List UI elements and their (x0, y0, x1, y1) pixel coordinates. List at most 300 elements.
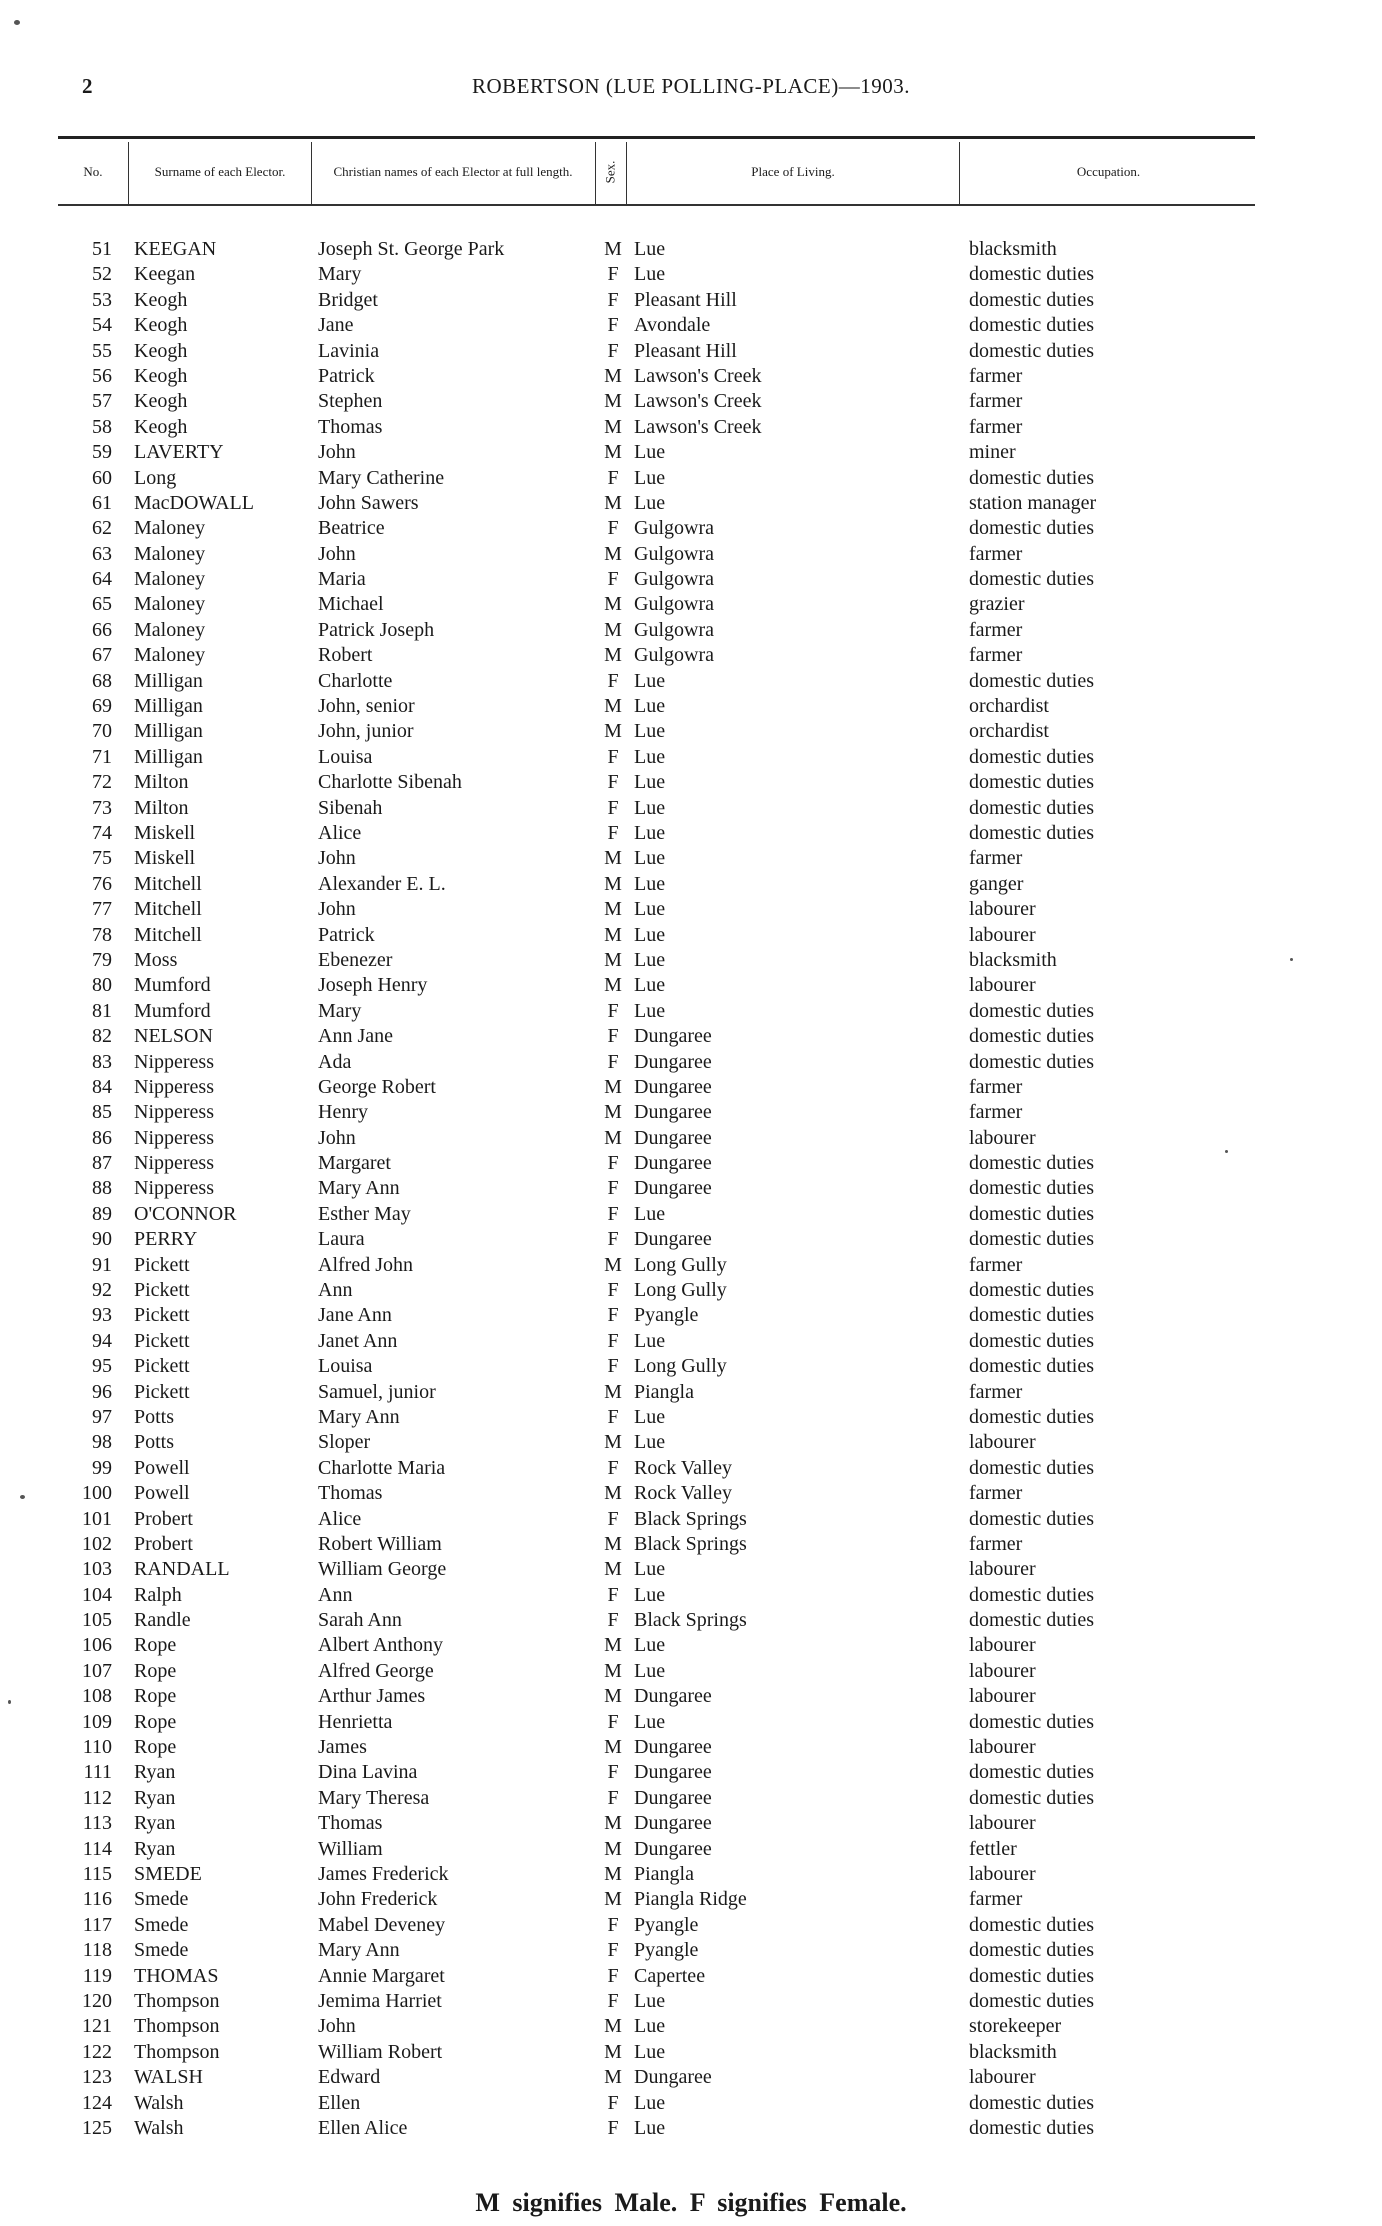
elector-surname: Long (134, 466, 177, 489)
elector-place-of-living: Lue (634, 948, 666, 971)
elector-place-of-living: Lue (634, 1431, 666, 1454)
elector-sex: F (607, 263, 619, 286)
elector-occupation: farmer (969, 1101, 1023, 1124)
print-speck (8, 1700, 11, 1704)
elector-christian-names: Thomas (318, 415, 383, 438)
elector-surname: Maloney (134, 568, 206, 591)
elector-sex: M (604, 1659, 622, 1682)
elector-christian-names: Mary Catherine (318, 466, 445, 489)
elector-sex: F (607, 1583, 619, 1606)
elector-sex: M (604, 872, 622, 895)
elector-sex: M (604, 948, 622, 971)
elector-surname: THOMAS (134, 1964, 219, 1987)
table-row (0, 339, 1382, 364)
elector-occupation: farmer (969, 415, 1023, 438)
table-row (0, 643, 1382, 668)
elector-surname: Ryan (134, 1812, 176, 1835)
elector-surname: Walsh (134, 2091, 184, 2114)
elector-surname: Keogh (134, 415, 188, 438)
elector-christian-names: James Frederick (318, 1863, 449, 1885)
elector-sex: M (604, 974, 622, 997)
elector-occupation: labourer (969, 1126, 1036, 1149)
elector-surname: Nipperess (134, 1101, 214, 1124)
table-row (0, 1202, 1382, 1227)
elector-sex: M (604, 593, 622, 616)
elector-place-of-living: Lue (634, 1329, 666, 1352)
elector-sex: F (607, 1050, 619, 1073)
elector-place-of-living: Lue (634, 872, 666, 895)
table-row (0, 719, 1382, 744)
elector-sex: F (607, 1609, 619, 1632)
elector-occupation: orchardist (969, 720, 1049, 743)
table-row (0, 1710, 1382, 1735)
elector-place-of-living: Lue (634, 695, 666, 718)
elector-number: 59 (92, 441, 112, 464)
elector-number: 123 (82, 2066, 112, 2089)
elector-place-of-living: Pleasant Hill (634, 339, 737, 362)
elector-christian-names: Charlotte (318, 669, 393, 692)
elector-place-of-living: Dungaree (634, 1177, 712, 1200)
elector-place-of-living: Long Gully (634, 1355, 727, 1378)
elector-occupation: domestic duties (969, 1355, 1094, 1378)
elector-place-of-living: Dungaree (634, 1761, 712, 1784)
elector-surname: RANDALL (134, 1558, 230, 1581)
page-number: 2 (82, 74, 93, 98)
elector-occupation: domestic duties (969, 821, 1094, 844)
elector-occupation: labourer (969, 1685, 1036, 1708)
elector-place-of-living: Lue (634, 974, 666, 997)
elector-place-of-living: Lue (634, 1202, 666, 1225)
elector-sex: M (604, 1101, 622, 1124)
table-row (0, 440, 1382, 465)
elector-place-of-living: Dungaree (634, 1075, 712, 1098)
elector-occupation: farmer (969, 1888, 1023, 1911)
elector-christian-names: Ann Jane (318, 1025, 393, 1048)
elector-number: 91 (92, 1253, 112, 1276)
elector-occupation: domestic duties (969, 796, 1094, 819)
elector-number: 87 (92, 1152, 112, 1175)
elector-christian-names: Edward (318, 2066, 381, 2089)
elector-occupation: domestic duties (969, 771, 1094, 794)
elector-number: 121 (82, 2015, 112, 2038)
elector-number: 99 (92, 1456, 112, 1479)
elector-surname: Ralph (134, 1583, 182, 1606)
table-row (0, 1964, 1382, 1989)
elector-occupation: labourer (969, 1812, 1036, 1835)
elector-sex: F (607, 1152, 619, 1175)
column-header-no: No. (83, 164, 103, 179)
elector-christian-names: Stephen (318, 390, 383, 413)
elector-number: 67 (92, 644, 112, 667)
elector-christian-names: Alfred George (318, 1659, 434, 1682)
elector-christian-names: John (318, 1126, 356, 1149)
elector-place-of-living: Lue (634, 1989, 666, 2012)
elector-surname: Pickett (134, 1279, 190, 1302)
elector-surname: Thompson (134, 2040, 220, 2063)
elector-place-of-living: Gulgowra (634, 568, 714, 591)
elector-number: 116 (82, 1888, 112, 1911)
elector-occupation: domestic duties (969, 1329, 1094, 1352)
elector-christian-names: John, senior (318, 695, 415, 718)
elector-occupation: domestic duties (969, 263, 1094, 286)
table-row (0, 999, 1382, 1024)
elector-number: 106 (82, 1634, 112, 1657)
elector-surname: Pickett (134, 1380, 190, 1403)
table-row (0, 1938, 1382, 1963)
elector-sex: M (604, 441, 622, 464)
elector-occupation: domestic duties (969, 1989, 1094, 2012)
elector-number: 112 (82, 1786, 112, 1809)
elector-number: 57 (92, 390, 112, 413)
table-row (0, 2065, 1382, 2090)
elector-christian-names: Robert William (318, 1532, 442, 1555)
elector-surname: Rope (134, 1634, 177, 1657)
elector-place-of-living: Dungaree (634, 1126, 712, 1149)
elector-christian-names: Beatrice (318, 517, 385, 540)
elector-surname: Thompson (134, 1989, 220, 2012)
elector-number: 105 (82, 1609, 112, 1632)
elector-place-of-living: Lue (634, 1558, 666, 1581)
elector-surname: Rope (134, 1736, 177, 1759)
elector-sex: F (607, 821, 619, 844)
elector-surname: Maloney (134, 517, 206, 540)
elector-sex: F (607, 339, 619, 362)
table-row (0, 1583, 1382, 1608)
elector-place-of-living: Gulgowra (634, 593, 714, 616)
elector-place-of-living: Piangla (634, 1380, 694, 1403)
elector-christian-names: Charlotte Maria (318, 1456, 446, 1479)
elector-christian-names: Arthur James (318, 1685, 426, 1708)
elector-sex: M (604, 898, 622, 921)
elector-occupation: domestic duties (969, 999, 1094, 1022)
elector-sex: M (604, 1634, 622, 1657)
elector-christian-names: Sibenah (318, 796, 383, 819)
elector-sex: M (604, 2015, 622, 2038)
elector-number: 65 (92, 593, 112, 616)
column-divider (128, 142, 129, 204)
table-row (0, 2116, 1382, 2141)
elector-surname: Mumford (134, 974, 211, 997)
elector-christian-names: Sloper (318, 1431, 371, 1454)
elector-christian-names: Michael (318, 593, 384, 616)
elector-place-of-living: Rock Valley (634, 1456, 732, 1479)
table-row (0, 1329, 1382, 1354)
elector-surname: Pickett (134, 1329, 190, 1352)
elector-occupation: domestic duties (969, 288, 1094, 311)
elector-sex: F (607, 1964, 619, 1987)
elector-occupation: domestic duties (969, 1507, 1094, 1530)
table-row (0, 694, 1382, 719)
elector-occupation: domestic duties (969, 669, 1094, 692)
elector-sex: F (607, 1177, 619, 1200)
table-row (0, 669, 1382, 694)
elector-place-of-living: Dungaree (634, 1786, 712, 1809)
elector-sex: M (604, 1888, 622, 1911)
elector-occupation: grazier (969, 593, 1025, 616)
elector-surname: Rope (134, 1685, 177, 1708)
table-row (0, 567, 1382, 592)
elector-number: 118 (82, 1939, 112, 1962)
elector-surname: Probert (134, 1507, 193, 1530)
elector-place-of-living: Lue (634, 1710, 666, 1733)
elector-surname: Randle (134, 1609, 191, 1632)
table-row (0, 288, 1382, 313)
elector-christian-names: Alice (318, 1507, 362, 1530)
elector-sex: F (607, 771, 619, 794)
elector-sex: F (607, 669, 619, 692)
table-row (0, 1456, 1382, 1481)
elector-number: 51 (92, 238, 112, 260)
elector-number: 111 (83, 1761, 112, 1784)
elector-surname: Potts (134, 1431, 175, 1454)
table-row (0, 1633, 1382, 1658)
elector-place-of-living: Lawson's Creek (634, 390, 762, 413)
elector-christian-names: Dina Lavina (318, 1761, 418, 1784)
elector-number: 84 (92, 1075, 112, 1098)
elector-place-of-living: Lue (634, 263, 666, 286)
elector-number: 113 (82, 1812, 112, 1835)
table-row (0, 1659, 1382, 1684)
table-row (0, 1176, 1382, 1201)
elector-number: 75 (92, 847, 112, 870)
elector-number: 102 (82, 1532, 112, 1555)
elector-christian-names: Bridget (318, 288, 378, 311)
elector-occupation: domestic duties (969, 1050, 1094, 1073)
table-row (0, 313, 1382, 338)
elector-place-of-living: Lue (634, 491, 666, 514)
elector-sex: F (607, 1786, 619, 1809)
table-row (0, 770, 1382, 795)
column-divider (626, 142, 627, 204)
print-speck (20, 1495, 25, 1499)
elector-christian-names: Mabel Deveney (318, 1913, 446, 1936)
elector-occupation: farmer (969, 390, 1023, 413)
elector-surname: Ryan (134, 1837, 176, 1860)
elector-christian-names: Charlotte Sibenah (318, 771, 462, 794)
elector-sex: F (607, 1939, 619, 1962)
elector-surname: Ryan (134, 1761, 176, 1784)
elector-number: 58 (92, 415, 112, 438)
elector-sex: M (604, 1075, 622, 1098)
elector-occupation: domestic duties (969, 2116, 1094, 2139)
elector-christian-names: John, junior (318, 720, 414, 743)
elector-place-of-living: Dungaree (634, 1812, 712, 1835)
elector-place-of-living: Lue (634, 898, 666, 921)
elector-occupation: domestic duties (969, 339, 1094, 362)
table-row (0, 1507, 1382, 1532)
elector-surname: PERRY (134, 1228, 198, 1251)
elector-number: 53 (92, 288, 112, 311)
elector-number: 119 (82, 1964, 112, 1987)
table-row (0, 1075, 1382, 1100)
elector-surname: Keogh (134, 288, 188, 311)
elector-surname: Miskell (134, 847, 196, 870)
elector-place-of-living: Lue (634, 466, 666, 489)
elector-sex: F (607, 1202, 619, 1225)
table-row (0, 1786, 1382, 1811)
column-header-christian: Christian names of each Elector at full length. (333, 164, 573, 179)
elector-surname: Pickett (134, 1355, 190, 1378)
elector-christian-names: Maria (318, 568, 366, 591)
elector-sex: M (604, 491, 622, 514)
elector-number: 82 (92, 1025, 112, 1048)
elector-surname: Smede (134, 1939, 189, 1962)
elector-christian-names: Mary Ann (318, 1177, 400, 1200)
elector-sex: F (607, 1913, 619, 1936)
elector-christian-names: Joseph Henry (318, 974, 428, 997)
elector-occupation: domestic duties (969, 314, 1094, 337)
elector-place-of-living: Pyangle (634, 1304, 699, 1327)
elector-sex: M (604, 364, 622, 387)
table-row (0, 1735, 1382, 1760)
table-row (0, 364, 1382, 389)
elector-number: 73 (92, 796, 112, 819)
elector-sex: M (604, 2066, 622, 2089)
elector-sex: F (607, 466, 619, 489)
elector-occupation: blacksmith (969, 948, 1057, 971)
elector-number: 88 (92, 1177, 112, 1200)
elector-occupation: domestic duties (969, 1609, 1094, 1632)
elector-christian-names: Ellen Alice (318, 2116, 408, 2139)
elector-place-of-living: Black Springs (634, 1532, 747, 1555)
elector-place-of-living: Lue (634, 923, 666, 946)
elector-place-of-living: Gulgowra (634, 542, 714, 565)
elector-sex: F (607, 1329, 619, 1352)
elector-number: 78 (92, 923, 112, 946)
elector-surname: Maloney (134, 542, 206, 565)
table-row (0, 1532, 1382, 1557)
elector-number: 122 (82, 2040, 112, 2063)
elector-occupation: farmer (969, 1532, 1023, 1555)
elector-occupation: farmer (969, 364, 1023, 387)
elector-surname: Nipperess (134, 1050, 214, 1073)
elector-christian-names: Lavinia (318, 339, 380, 362)
elector-occupation: domestic duties (969, 1761, 1094, 1784)
elector-sex: M (604, 1253, 622, 1276)
elector-christian-names: Joseph St. George Park (318, 238, 505, 260)
elector-surname: Mumford (134, 999, 211, 1022)
table-row (0, 897, 1382, 922)
elector-sex: M (604, 1532, 622, 1555)
elector-christian-names: Alexander E. L. (318, 872, 446, 895)
elector-sex: M (604, 1812, 622, 1835)
elector-occupation: domestic duties (969, 1939, 1094, 1962)
elector-christian-names: Henrietta (318, 1710, 393, 1733)
elector-occupation: domestic duties (969, 1405, 1094, 1428)
elector-surname: Milligan (134, 669, 203, 692)
elector-sex: F (607, 1279, 619, 1302)
elector-number: 117 (82, 1913, 112, 1936)
table-row (0, 1151, 1382, 1176)
elector-sex: F (607, 1456, 619, 1479)
elector-sex: M (604, 390, 622, 413)
elector-christian-names: Mary (318, 999, 362, 1022)
elector-christian-names: Mary Theresa (318, 1786, 430, 1809)
elector-surname: O'CONNOR (134, 1202, 237, 1225)
print-speck (14, 20, 20, 25)
elector-number: 89 (92, 1202, 112, 1225)
table-row (0, 821, 1382, 846)
sex-legend: M signifies Male. F signifies Female. (475, 2188, 907, 2217)
table-row (0, 1837, 1382, 1862)
elector-sex: M (604, 1863, 622, 1885)
elector-number: 71 (92, 745, 112, 768)
elector-place-of-living: Lawson's Creek (634, 415, 762, 438)
elector-surname: Mitchell (134, 898, 202, 921)
elector-occupation: farmer (969, 847, 1023, 870)
elector-number: 81 (92, 999, 112, 1022)
elector-christian-names: Jemima Harriet (318, 1989, 442, 2012)
table-row (0, 1887, 1382, 1912)
elector-occupation: domestic duties (969, 1202, 1094, 1225)
elector-occupation: domestic duties (969, 1025, 1094, 1048)
table-row (0, 542, 1382, 567)
table-row (0, 466, 1382, 491)
elector-place-of-living: Long Gully (634, 1279, 727, 1302)
elector-number: 124 (82, 2091, 112, 2114)
elector-surname: Mitchell (134, 923, 202, 946)
table-top-rule (58, 136, 1255, 139)
elector-sex: F (607, 2091, 619, 2114)
elector-number: 100 (82, 1482, 112, 1505)
elector-sex: M (604, 542, 622, 565)
elector-surname: Ryan (134, 1786, 176, 1809)
elector-christian-names: Robert (318, 644, 373, 667)
elector-christian-names: Henry (318, 1101, 368, 1124)
elector-christian-names: John (318, 542, 356, 565)
elector-sex: M (604, 238, 622, 260)
elector-sex: F (607, 1710, 619, 1733)
elector-christian-names: Patrick (318, 364, 375, 387)
elector-surname: Powell (134, 1482, 190, 1505)
elector-number: 95 (92, 1355, 112, 1378)
table-row (0, 1481, 1382, 1506)
elector-surname: Mitchell (134, 872, 202, 895)
elector-sex: F (607, 796, 619, 819)
elector-surname: Milton (134, 771, 189, 794)
elector-place-of-living: Lue (634, 821, 666, 844)
elector-christian-names: George Robert (318, 1075, 436, 1098)
elector-number: 72 (92, 771, 112, 794)
elector-christian-names: Ann (318, 1583, 353, 1606)
elector-sex: M (604, 1685, 622, 1708)
elector-number: 108 (82, 1685, 112, 1708)
elector-sex: M (604, 644, 622, 667)
elector-occupation: domestic duties (969, 1456, 1094, 1479)
table-row (0, 1024, 1382, 1049)
elector-sex: M (604, 2040, 622, 2063)
elector-christian-names: William (318, 1837, 383, 1860)
elector-christian-names: Alice (318, 821, 362, 844)
elector-occupation: domestic duties (969, 517, 1094, 540)
elector-number: 63 (92, 542, 112, 565)
table-row (0, 2014, 1382, 2039)
table-row (0, 1608, 1382, 1633)
elector-surname: Potts (134, 1405, 175, 1428)
elector-number: 104 (82, 1583, 112, 1606)
table-row (0, 618, 1382, 643)
elector-occupation: domestic duties (969, 1228, 1094, 1251)
elector-surname: Rope (134, 1659, 177, 1682)
elector-surname: WALSH (134, 2066, 203, 2089)
elector-place-of-living: Dungaree (634, 1050, 712, 1073)
elector-number: 66 (92, 618, 112, 641)
elector-place-of-living: Pyangle (634, 1939, 699, 1962)
elector-occupation: domestic duties (969, 2091, 1094, 2114)
elector-number: 92 (92, 1279, 112, 1302)
elector-surname: KEEGAN (134, 238, 217, 260)
table-row (0, 973, 1382, 998)
